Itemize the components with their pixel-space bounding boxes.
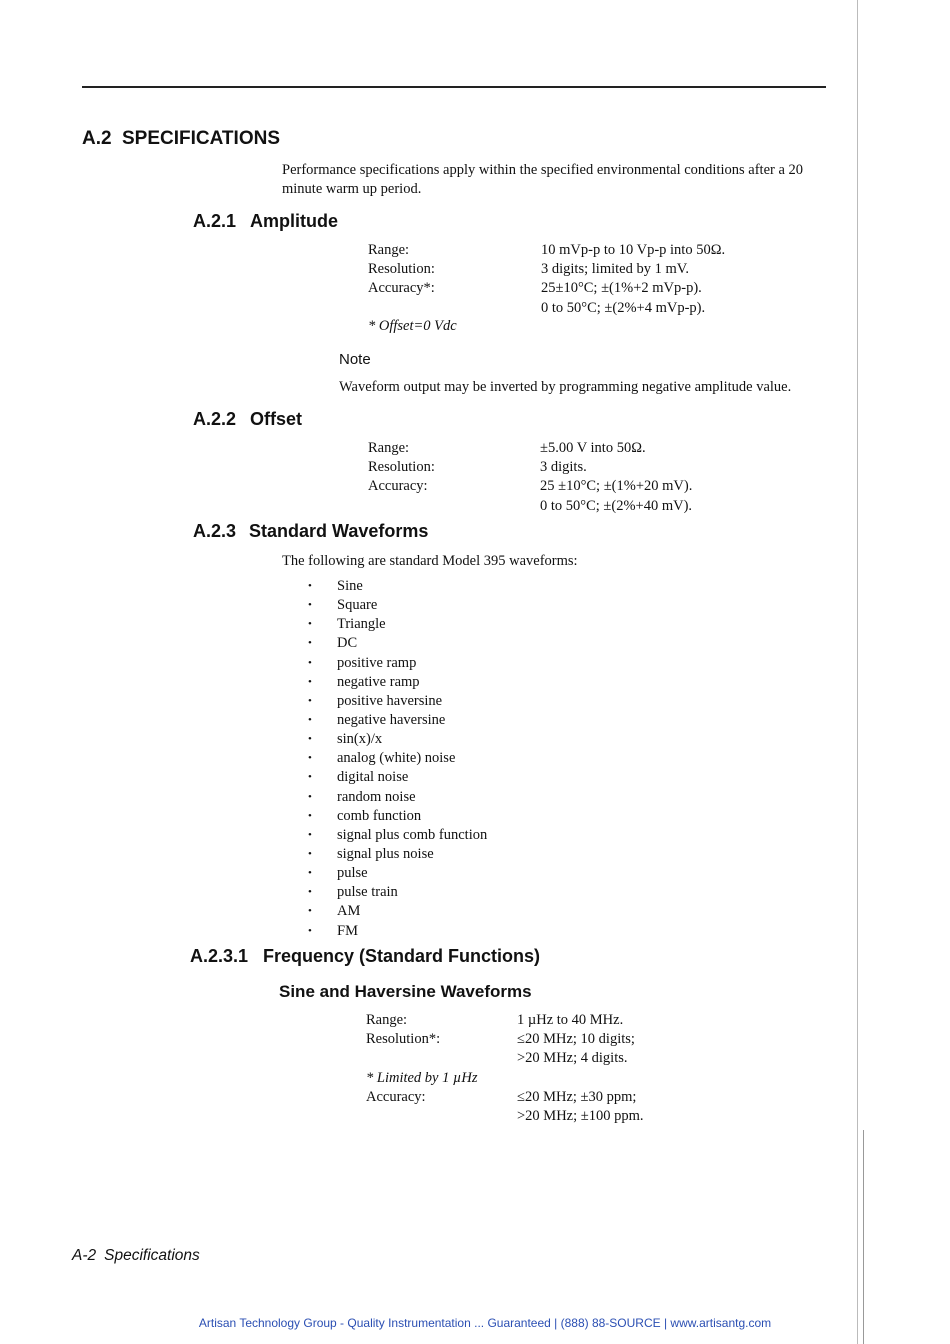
spec-value: ≤20 MHz; 10 digits;	[517, 1031, 635, 1048]
amplitude-spec-table	[368, 241, 808, 318]
bullet-icon: •	[308, 886, 312, 899]
list-item	[308, 711, 487, 730]
waveform-name: DC	[337, 635, 358, 652]
list-item	[308, 654, 487, 673]
spec-row	[366, 1011, 806, 1030]
bullet-icon: •	[308, 847, 312, 860]
amplitude-heading	[193, 211, 338, 232]
spec-row	[366, 1030, 806, 1049]
spec-value: ±5.00 V into 50Ω.	[540, 440, 646, 456]
list-item	[308, 883, 487, 902]
spec-row	[368, 458, 808, 477]
waveform-name: Square	[337, 597, 378, 614]
spec-label	[366, 1049, 517, 1068]
bullet-icon: •	[308, 867, 312, 880]
spec-row	[368, 477, 808, 496]
page-number: A-2	[72, 1247, 97, 1264]
spec-value: 3 digits; limited by 1 mV.	[541, 261, 689, 278]
spec-value: 10 mVp-p to 10 Vp-p into 50Ω.	[541, 242, 726, 258]
waveforms-title: Standard Waveforms	[249, 521, 429, 541]
bullet-icon: •	[308, 675, 312, 688]
waveform-name: negative haversine	[337, 711, 446, 728]
list-item	[308, 922, 487, 941]
section-heading	[82, 128, 280, 150]
spec-value: 1 µHz to 40 MHz.	[517, 1012, 624, 1028]
spec-row	[368, 241, 808, 260]
footer-section: Specifications	[104, 1247, 200, 1264]
list-item	[308, 788, 487, 807]
frequency-spec-table	[366, 1011, 806, 1126]
header-rule	[82, 86, 826, 88]
spec-row	[366, 1049, 806, 1068]
spec-row	[368, 279, 808, 298]
bullet-icon: •	[308, 752, 312, 765]
waveform-name: sin(x)/x	[337, 731, 383, 748]
list-item	[308, 673, 487, 692]
amplitude-footnote: * Offset=0 Vdc	[368, 318, 457, 334]
offset-title: Offset	[250, 409, 303, 429]
scan-edge-line-lower	[863, 1130, 864, 1344]
waveforms-heading	[193, 521, 428, 542]
amplitude-title: Amplitude	[250, 211, 338, 231]
waveforms-number: A.2.3	[193, 521, 237, 541]
spec-label	[368, 299, 541, 318]
spec-row	[368, 439, 808, 458]
list-item	[308, 864, 487, 883]
waveform-name: random noise	[337, 788, 416, 805]
spec-value: ≤20 MHz; ±30 ppm;	[517, 1088, 637, 1105]
spec-label: Resolution:	[368, 261, 435, 278]
frequency-heading	[190, 946, 540, 967]
spec-value: 25 ±10°C; ±(1%+20 mV).	[540, 478, 693, 495]
bullet-icon: •	[308, 733, 312, 746]
list-item	[308, 577, 487, 596]
list-item	[308, 615, 487, 634]
spec-value: 3 digits.	[540, 459, 587, 476]
spec-row	[366, 1107, 806, 1126]
list-item	[308, 902, 487, 921]
bullet-icon: •	[308, 924, 312, 937]
spec-row	[366, 1088, 806, 1107]
artisan-footer-link[interactable]: Artisan Technology Group - Quality Instrumentation ... Guaranteed | (888) 88-SOURCE | www.artisantg.com	[198, 1316, 772, 1330]
waveform-name: AM	[337, 903, 361, 920]
bullet-icon: •	[308, 656, 312, 669]
page-footer	[72, 1247, 200, 1265]
spec-label: Range:	[366, 1012, 408, 1028]
spec-label: Range:	[368, 440, 410, 456]
spec-row	[368, 299, 808, 318]
waveform-name: signal plus noise	[337, 845, 434, 862]
waveforms-intro: The following are standard Model 395 waveforms:	[282, 553, 578, 569]
waveform-name: digital noise	[337, 769, 409, 786]
frequency-subtitle: Sine and Haversine Waveforms	[279, 982, 532, 1001]
list-item	[308, 807, 487, 826]
spec-label: Accuracy*:	[368, 280, 435, 297]
spec-label: Accuracy:	[368, 478, 428, 495]
frequency-title: Frequency (Standard Functions)	[263, 946, 541, 966]
bullet-icon: •	[308, 771, 312, 784]
offset-heading	[193, 409, 302, 430]
list-item	[308, 749, 487, 768]
list-item	[308, 845, 487, 864]
spec-label: Resolution*:	[366, 1031, 441, 1048]
list-item	[308, 730, 487, 749]
note-label: Note	[339, 351, 371, 368]
spec-value: 25±10°C; ±(1%+2 mVp-p).	[541, 280, 702, 297]
bullet-icon: •	[308, 637, 312, 650]
offset-number: A.2.2	[193, 409, 237, 429]
section-number: A.2	[82, 128, 112, 149]
spec-value: 0 to 50°C; ±(2%+4 mVp-p).	[541, 299, 706, 316]
waveform-list	[308, 577, 487, 941]
waveform-name: FM	[337, 922, 358, 939]
bullet-icon: •	[308, 828, 312, 841]
frequency-number: A.2.3.1	[190, 946, 249, 966]
spec-footnote	[366, 1069, 806, 1088]
waveform-name: analog (white) noise	[337, 750, 456, 767]
bullet-icon: •	[308, 580, 312, 592]
waveform-name: positive haversine	[337, 692, 443, 709]
list-item	[308, 634, 487, 653]
spec-footnote-text: * Limited by 1 µHz	[366, 1069, 478, 1086]
bullet-icon: •	[308, 790, 312, 803]
scan-edge-line	[857, 0, 858, 1344]
spec-value: 0 to 50°C; ±(2%+40 mV).	[540, 497, 693, 514]
spec-label: Accuracy:	[366, 1088, 426, 1105]
waveform-name: Triangle	[337, 616, 386, 633]
spec-value: >20 MHz; 4 digits.	[517, 1050, 628, 1067]
spec-row	[368, 497, 808, 516]
bullet-icon: •	[308, 713, 312, 726]
waveform-name: signal plus comb function	[337, 826, 488, 843]
spec-label: Resolution:	[368, 459, 435, 476]
waveform-name: pulse train	[337, 884, 398, 901]
spec-row	[368, 260, 808, 279]
list-item	[308, 826, 487, 845]
bullet-icon: •	[308, 694, 312, 707]
waveform-name: negative ramp	[337, 673, 420, 690]
offset-spec-table	[368, 439, 808, 516]
bullet-icon: •	[308, 905, 312, 918]
bullet-icon: •	[308, 809, 312, 822]
intro-paragraph: Performance specifications apply within the specified environmental conditions after a 20 minute warm up period.	[282, 162, 804, 197]
note-text: Waveform output may be inverted by programming negative amplitude value.	[339, 379, 792, 395]
section-title: SPECIFICATIONS	[122, 128, 280, 149]
bullet-icon: •	[308, 618, 312, 631]
waveform-name: Sine	[337, 578, 363, 594]
spec-label	[366, 1107, 517, 1126]
bullet-icon: •	[308, 599, 312, 612]
spec-label	[368, 497, 540, 516]
waveform-name: comb function	[337, 807, 422, 824]
spec-value: >20 MHz; ±100 ppm.	[517, 1108, 644, 1125]
spec-label: Range:	[368, 242, 410, 258]
waveform-name: pulse	[337, 865, 368, 882]
amplitude-number: A.2.1	[193, 211, 237, 231]
waveform-name: positive ramp	[337, 654, 417, 671]
list-item	[308, 692, 487, 711]
list-item	[308, 596, 487, 615]
list-item	[308, 768, 487, 787]
